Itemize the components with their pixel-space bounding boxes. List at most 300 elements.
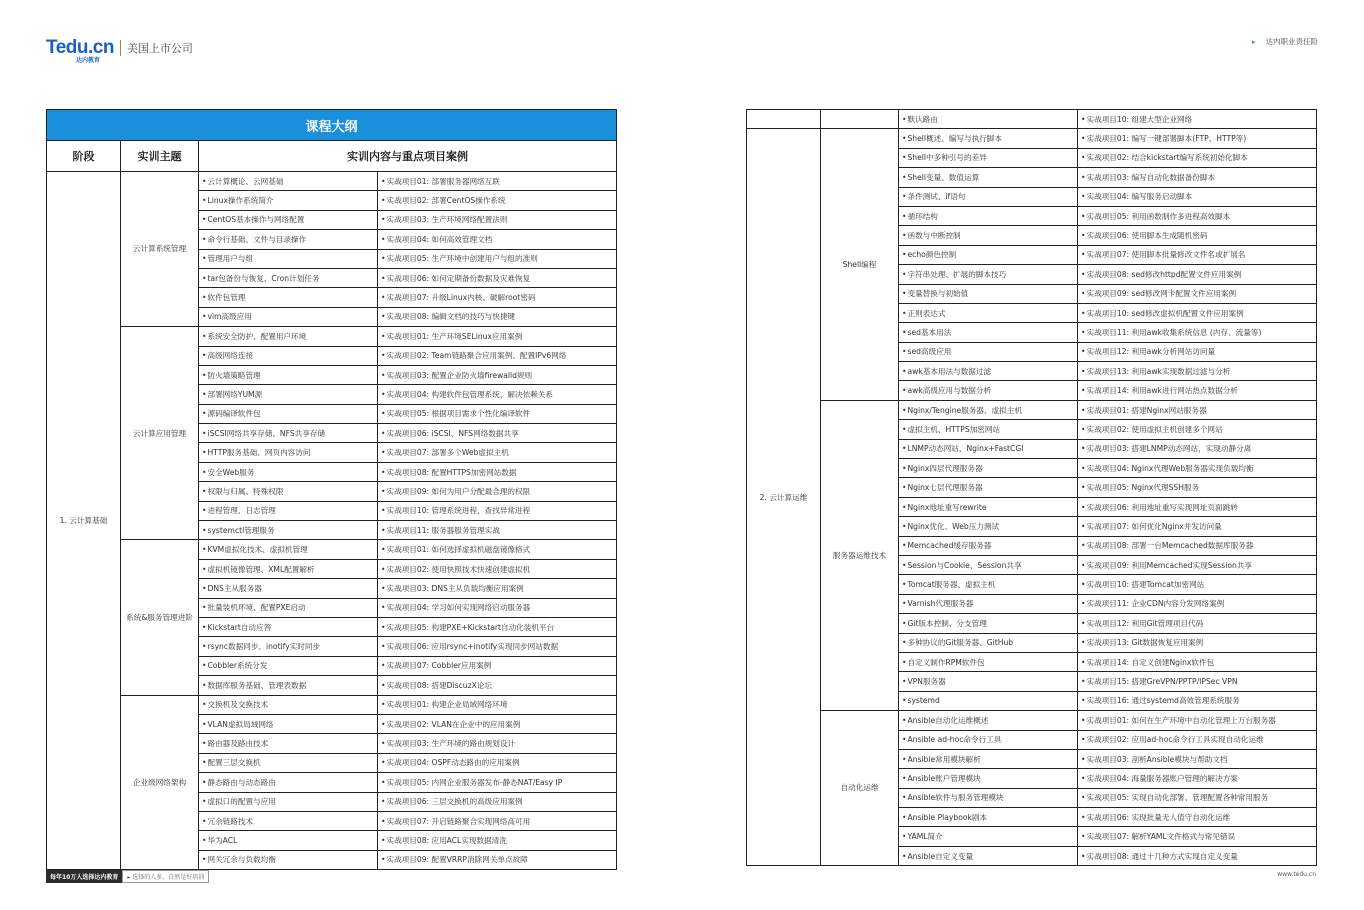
bullet-icon: • xyxy=(1081,134,1086,144)
bullet-icon: • xyxy=(1081,250,1086,260)
project-item xyxy=(378,443,617,462)
bullet-icon: • xyxy=(381,545,386,555)
bullet-icon: • xyxy=(202,545,207,555)
bullet-icon: • xyxy=(381,564,386,574)
content-item-text: Tomcat服务器、虚拟主机 xyxy=(907,580,996,590)
content-item xyxy=(899,555,1078,574)
project-item-text: 实战项目04: 海量服务器账户管理的解决方案 xyxy=(1086,773,1238,783)
bullet-icon: • xyxy=(1081,483,1086,493)
bullet-icon: • xyxy=(1081,677,1086,687)
content-item xyxy=(899,730,1078,749)
project-item-text: 实战项目03: 配置企业防火墙firewalld规则 xyxy=(386,370,533,380)
project-item xyxy=(1078,536,1317,555)
content-item xyxy=(899,614,1078,633)
content-item xyxy=(199,559,378,578)
project-item-text: 实战项目03: 编写自动化数据备份脚本 xyxy=(1086,172,1216,182)
bullet-icon: • xyxy=(1081,735,1086,745)
bullet-icon: • xyxy=(381,215,386,225)
content-item xyxy=(899,323,1078,342)
content-item xyxy=(199,288,378,307)
project-item-text: 实战项目03: 生产环境的路由规划设计 xyxy=(386,739,516,749)
project-item xyxy=(378,656,617,675)
project-item xyxy=(1078,633,1317,652)
bullet-icon: • xyxy=(902,114,907,124)
bullet-icon: • xyxy=(1081,754,1086,764)
bullet-icon: • xyxy=(902,231,907,241)
content-item-text: 安全Web服务 xyxy=(207,467,255,477)
topic-cell: 自动化运维 xyxy=(821,711,899,866)
content-item-text: 数据库服务基础、管理表数据 xyxy=(207,680,307,690)
bullet-icon: • xyxy=(202,273,207,283)
content-item xyxy=(199,191,378,210)
project-item xyxy=(378,850,617,869)
project-item-text: 实战项目06: 使用脚本生成随机密码 xyxy=(1086,231,1208,241)
bullet-icon: • xyxy=(381,719,386,729)
project-item xyxy=(1078,846,1317,865)
project-item-text: 实战项目02: Team链路聚合应用案例、配置IPv6网络 xyxy=(386,351,567,361)
content-item xyxy=(199,811,378,830)
bullet-icon: • xyxy=(1081,405,1086,415)
topic-cell: 系统&服务管理进阶 xyxy=(121,540,199,695)
content-item-text: KVM虚拟化技术、虚拟机管理 xyxy=(207,545,308,555)
bullet-icon: • xyxy=(902,580,907,590)
bullet-icon: • xyxy=(902,657,907,667)
bullet-icon: • xyxy=(381,758,386,768)
content-item xyxy=(199,268,378,287)
project-item-text: 实战项目11: 企业CDN内容分发网络案例 xyxy=(1086,599,1225,609)
content-item-text: iSCSI网络共享存储、NFS共享存储 xyxy=(207,428,326,438)
table-title: 课程大纲 xyxy=(47,110,617,141)
bullet-icon: • xyxy=(902,812,907,822)
project-item-text: 实战项目15: 搭建GreVPN/PPTP/IPSec VPN xyxy=(1086,677,1238,687)
content-item xyxy=(199,424,378,443)
content-item xyxy=(899,536,1078,555)
bullet-icon: • xyxy=(1081,599,1086,609)
content-item-text: Session与Cookie、Session共享 xyxy=(907,560,1022,570)
topic-cell: 服务器运维技术 xyxy=(821,400,899,710)
project-item xyxy=(1078,711,1317,730)
bullet-icon: • xyxy=(202,855,207,865)
content-item xyxy=(199,307,378,326)
content-item xyxy=(899,245,1078,264)
content-item-text: 华为ACL xyxy=(207,835,238,845)
content-item xyxy=(899,187,1078,206)
bullet-icon: • xyxy=(202,777,207,787)
content-item-text: 命令行基础、文件与目录操作 xyxy=(207,234,307,244)
bullet-icon: • xyxy=(1081,327,1086,337)
bullet-icon: • xyxy=(202,525,207,535)
bullet-icon: • xyxy=(202,409,207,419)
content-item-text: 函数与中断控制 xyxy=(907,231,961,241)
tedu-logo xyxy=(46,37,193,64)
content-item-text: Nginx地址重写rewrite xyxy=(907,502,987,512)
project-item-text: 实战项目10: 搭建Tomcat加密网站 xyxy=(1086,580,1205,590)
project-item-text: 实战项目06: 利用地址重写实现网址页面跳转 xyxy=(1086,502,1238,512)
project-item-text: 实战项目04: 构建软件包管理系统，解决依赖关系 xyxy=(386,389,553,399)
bullet-icon: • xyxy=(381,739,386,749)
content-item-text: 虚拟主机、HTTPS加密网站 xyxy=(907,424,1001,434)
content-item xyxy=(899,226,1078,245)
footer-slogan-text: ▸ 选择的人多，自然是好培训 xyxy=(122,870,209,883)
bullet-icon: • xyxy=(202,254,207,264)
project-item xyxy=(378,792,617,811)
project-item xyxy=(1078,594,1317,613)
content-item xyxy=(199,831,378,850)
content-item-text: CentOS基本操作与网络配置 xyxy=(207,215,305,225)
content-item xyxy=(199,792,378,811)
topic-cell: 云计算系统管理 xyxy=(121,172,199,327)
footer-slogan-label: 选择的人多，自然是好培训 xyxy=(132,874,205,881)
project-item-text: 实战项目06: 如何定期备份数据及灾难恢复 xyxy=(386,273,531,283)
project-item-text: 实战项目02: 应用ad-hoc命令行工具实现自动化运维 xyxy=(1086,735,1264,745)
bullet-icon: • xyxy=(1081,618,1086,628)
bullet-icon: • xyxy=(902,773,907,783)
content-item xyxy=(199,249,378,268)
content-item-text: 路由器及路由技术 xyxy=(207,739,269,749)
project-item-text: 实战项目05: 内网企业服务器发布-静态NAT/Easy IP xyxy=(386,777,563,787)
project-item xyxy=(378,424,617,443)
bullet-icon: • xyxy=(381,234,386,244)
project-item xyxy=(378,210,617,229)
bullet-icon: • xyxy=(1081,657,1086,667)
content-item-text: 高级网络连接 xyxy=(207,351,254,361)
bullet-icon: • xyxy=(1081,502,1086,512)
project-item-text: 实战项目03: 生产环境网络配置法则 xyxy=(386,215,508,225)
bullet-icon: • xyxy=(902,153,907,163)
bullet-icon: • xyxy=(1081,638,1086,648)
bullet-icon: • xyxy=(902,327,907,337)
bullet-icon: • xyxy=(381,797,386,807)
content-item-text: tar包备份与恢复、Cron计划任务 xyxy=(207,273,320,283)
content-item-text: 交换机及交换技术 xyxy=(207,700,269,710)
project-item-text: 实战项目08: 搭建DiscuzX论坛 xyxy=(386,680,492,690)
project-item-text: 实战项目01: 搭建Nginx网站服务器 xyxy=(1086,405,1207,415)
bullet-icon: • xyxy=(202,428,207,438)
bullet-icon: • xyxy=(1081,172,1086,182)
content-item-text: Ansible自动化运维概述 xyxy=(907,715,989,725)
content-item-text: Linux操作系统简介 xyxy=(207,196,274,206)
project-item xyxy=(1078,168,1317,187)
bullet-icon: • xyxy=(902,638,907,648)
project-item xyxy=(378,288,617,307)
project-item-text: 实战项目02: 结合kickstart编写系统初始化脚本 xyxy=(1086,153,1248,163)
project-item-text: 实战项目02: 使用虚拟主机创建多个网站 xyxy=(1086,424,1223,434)
bullet-icon: • xyxy=(202,583,207,593)
bullet-icon: • xyxy=(1081,851,1086,861)
project-item-text: 实战项目01: 部署服务器网络互联 xyxy=(386,176,500,186)
project-item-text: 实战项目08: 应用ACL实现数据清洗 xyxy=(386,835,507,845)
project-item xyxy=(1078,808,1317,827)
project-item xyxy=(378,753,617,772)
content-item-text: 正则表达式 xyxy=(907,308,946,318)
project-item xyxy=(378,811,617,830)
project-item-text: 实战项目07: 部署多个Web虚拟主机 xyxy=(386,448,509,458)
content-item xyxy=(899,575,1078,594)
project-item-text: 实战项目12: 利用awk分析网站访问量 xyxy=(1086,347,1216,357)
project-item-text: 实战项目06: 实现批量无人值守自动化运维 xyxy=(1086,812,1231,822)
content-item xyxy=(899,362,1078,381)
bullet-icon: • xyxy=(381,486,386,496)
col-topic: 实训主题 xyxy=(121,141,199,172)
bullet-icon: • xyxy=(202,700,207,710)
project-item-text: 实战项目03: 剖析Ansible模块与帮助文档 xyxy=(1086,754,1228,764)
bullet-icon: • xyxy=(381,370,386,380)
content-item xyxy=(899,827,1078,846)
bullet-icon: • xyxy=(1081,308,1086,318)
content-item-text: 软件包管理 xyxy=(207,293,246,303)
bullet-icon: • xyxy=(1081,269,1086,279)
bullet-icon: • xyxy=(202,603,207,613)
project-item xyxy=(1078,691,1317,710)
logo-text: Tedu.cn xyxy=(46,37,114,58)
bullet-icon: • xyxy=(202,758,207,768)
bullet-icon: • xyxy=(902,521,907,531)
content-item xyxy=(199,695,378,714)
bullet-icon: • xyxy=(202,486,207,496)
content-item xyxy=(199,365,378,384)
content-item-text: 多种协议的Git服务器、GitHub xyxy=(907,638,1014,648)
bullet-icon: • xyxy=(381,777,386,787)
content-item xyxy=(899,497,1078,516)
content-item xyxy=(199,734,378,753)
content-item-text: Git版本控制、分支管理 xyxy=(907,618,987,628)
content-item-text: sed基本用法 xyxy=(907,327,952,337)
empty-cell xyxy=(821,110,899,129)
project-item-text: 实战项目08: 配置HTTPS加密网站数据 xyxy=(386,467,517,477)
bullet-icon: • xyxy=(902,211,907,221)
content-item-text: 权限与归属、特殊权限 xyxy=(207,486,284,496)
content-item-text: 部署网络YUM源 xyxy=(207,389,263,399)
content-item xyxy=(199,617,378,636)
project-item xyxy=(1078,614,1317,633)
project-item-text: 实战项目02: VLAN在企业中的应用案例 xyxy=(386,719,521,729)
bullet-icon: • xyxy=(381,583,386,593)
project-item-text: 实战项目01: 如何选择虚拟机磁盘镜像格式 xyxy=(386,545,531,555)
project-item xyxy=(1078,362,1317,381)
bullet-icon: • xyxy=(381,389,386,399)
logo-divider xyxy=(120,40,121,56)
bullet-icon: • xyxy=(1081,463,1086,473)
table-row xyxy=(747,110,1317,129)
bullet-icon: • xyxy=(202,797,207,807)
bullet-icon: • xyxy=(381,428,386,438)
project-item-text: 实战项目01: 编写一键部署脚本(FTP、HTTP等) xyxy=(1086,134,1247,144)
project-item xyxy=(378,695,617,714)
content-item-text: 配置三层交换机 xyxy=(207,758,261,768)
project-item xyxy=(378,365,617,384)
project-item xyxy=(1078,769,1317,788)
stage-cell: 2. 云计算运维 xyxy=(747,129,821,866)
bullet-icon: • xyxy=(902,735,907,745)
project-item-text: 实战项目14: 自定义创建Nginx软件包 xyxy=(1086,657,1215,667)
bullet-icon: • xyxy=(202,680,207,690)
bullet-icon: • xyxy=(902,192,907,202)
bullet-icon: • xyxy=(381,196,386,206)
project-item-text: 实战项目04: 学习如何实现网络启动服务器 xyxy=(386,603,531,613)
bullet-icon: • xyxy=(202,642,207,652)
project-item xyxy=(1078,459,1317,478)
bullet-icon: • xyxy=(902,289,907,299)
content-item xyxy=(899,691,1078,710)
project-item-text: 实战项目09: sed修改网卡配置文件应用案例 xyxy=(1086,289,1237,299)
project-item xyxy=(1078,788,1317,807)
project-item xyxy=(1078,284,1317,303)
bullet-icon: • xyxy=(1081,696,1086,706)
content-item xyxy=(899,110,1078,129)
empty-cell xyxy=(747,110,821,129)
bullet-icon: • xyxy=(1081,386,1086,396)
bullet-icon: • xyxy=(902,696,907,706)
project-item-text: 实战项目02: 使用快照技术快速创建虚拟机 xyxy=(386,564,531,574)
bullet-icon: • xyxy=(202,448,207,458)
project-item-text: 实战项目05: 生产环境中创建用户与组的准则 xyxy=(386,254,538,264)
table-row xyxy=(47,695,617,714)
project-item-text: 实战项目04: Nginx代理Web服务器实现负载均衡 xyxy=(1086,463,1254,473)
bullet-icon: • xyxy=(381,525,386,535)
content-item xyxy=(199,656,378,675)
content-item-text: Ansible常用模块解析 xyxy=(907,754,981,764)
content-item xyxy=(199,773,378,792)
content-item-text: systemd xyxy=(907,696,940,706)
bullet-icon: • xyxy=(1081,560,1086,570)
footer-url: www.tedu.cn xyxy=(1277,871,1316,878)
project-item-text: 实战项目05: 构建PXE+Kickstart自动化装机平台 xyxy=(386,622,555,632)
bullet-icon: • xyxy=(381,467,386,477)
project-item xyxy=(1078,497,1317,516)
bullet-icon: • xyxy=(1081,444,1086,454)
bullet-icon: • xyxy=(202,351,207,361)
bullet-icon: • xyxy=(902,405,907,415)
project-item-text: 实战项目12: 利用Git管理项目代码 xyxy=(1086,618,1204,628)
bullet-icon: • xyxy=(381,176,386,186)
bullet-icon: • xyxy=(902,599,907,609)
bullet-icon: • xyxy=(902,463,907,473)
bullet-icon: • xyxy=(902,424,907,434)
content-item xyxy=(199,521,378,540)
project-item xyxy=(378,521,617,540)
content-item-text: echo颜色控制 xyxy=(907,250,957,260)
project-item xyxy=(1078,342,1317,361)
bullet-icon: • xyxy=(1081,192,1086,202)
footer-badge: 每年10万人选择达内教育 xyxy=(46,870,122,883)
project-item xyxy=(378,404,617,423)
content-item-text: 条件测试、if语句 xyxy=(907,192,966,202)
content-item xyxy=(199,482,378,501)
bullet-icon: • xyxy=(902,250,907,260)
content-item xyxy=(199,676,378,695)
content-item-text: awk基本用法与数据过滤 xyxy=(907,366,992,376)
bullet-icon: • xyxy=(381,254,386,264)
project-item xyxy=(378,831,617,850)
content-item xyxy=(899,284,1078,303)
content-item-text: 默认路由 xyxy=(907,114,938,124)
project-item-text: 实战项目04: 编写服务启动脚本 xyxy=(1086,192,1193,202)
project-item xyxy=(378,191,617,210)
project-item-text: 实战项目05: 根据项目需求个性化编译软件 xyxy=(386,409,531,419)
project-item xyxy=(378,249,617,268)
bullet-icon: • xyxy=(381,661,386,671)
bullet-icon: • xyxy=(381,351,386,361)
footer-slogan xyxy=(46,870,209,883)
project-item-text: 实战项目08: sed修改httpd配置文件应用案例 xyxy=(1086,269,1242,279)
bullet-icon: • xyxy=(1081,424,1086,434)
content-item xyxy=(199,540,378,559)
content-item xyxy=(899,749,1078,768)
content-item-text: HTTP服务基础、网页内容访问 xyxy=(207,448,311,458)
stage-cell: 1. 云计算基础 xyxy=(47,172,121,870)
content-item xyxy=(899,148,1078,167)
project-item xyxy=(1078,517,1317,536)
project-item-text: 实战项目03: 搭建LNMP动态网站，实现动静分离 xyxy=(1086,444,1252,454)
content-item xyxy=(899,517,1078,536)
project-item xyxy=(1078,381,1317,400)
content-item-text: 源码编译软件包 xyxy=(207,409,261,419)
project-item-text: 实战项目11: 利用awk收集系统信息 (内存、流量等) xyxy=(1086,327,1262,337)
content-item-text: 冗余链路技术 xyxy=(207,816,254,826)
content-item-text: DNS主从服务器 xyxy=(207,583,262,593)
bullet-icon: • xyxy=(202,293,207,303)
bullet-icon: • xyxy=(1081,812,1086,822)
bullet-icon: • xyxy=(202,196,207,206)
content-item-text: Ansible自定义变量 xyxy=(907,851,974,861)
project-item xyxy=(1078,226,1317,245)
content-item xyxy=(899,439,1078,458)
content-item-text: 进程管理、日志管理 xyxy=(207,506,276,516)
right-outline-table xyxy=(746,109,1317,866)
project-item-text: 实战项目13: Git数据恢复应用案例 xyxy=(1086,638,1204,648)
content-item-text: 批量装机环境、配置PXE启动 xyxy=(207,603,306,613)
content-item-text: sed高级应用 xyxy=(907,347,952,357)
content-item xyxy=(199,850,378,869)
project-item xyxy=(1078,652,1317,671)
content-item xyxy=(199,462,378,481)
project-item-text: 实战项目06: 三层交换机的高级应用案例 xyxy=(386,797,523,807)
content-item xyxy=(899,381,1078,400)
content-item-text: 字符串处理、扩展的脚本技巧 xyxy=(907,269,1007,279)
content-item xyxy=(199,714,378,733)
project-item-text: 实战项目01: 生产环境SELinux应用案例 xyxy=(386,331,523,341)
project-item xyxy=(1078,148,1317,167)
content-item xyxy=(199,404,378,423)
project-item xyxy=(378,172,617,191)
bullet-icon: • xyxy=(902,677,907,687)
content-item xyxy=(899,808,1078,827)
bullet-icon: • xyxy=(202,215,207,225)
content-item-text: Kickstart自动应答 xyxy=(207,622,272,632)
content-item-text: 虚拟机镜像管理、XML配置解析 xyxy=(207,564,315,574)
content-item xyxy=(199,230,378,249)
project-item xyxy=(1078,555,1317,574)
content-item xyxy=(199,637,378,656)
project-item xyxy=(1078,323,1317,342)
content-item-text: Shell中多种引号的差异 xyxy=(907,153,987,163)
col-stage: 阶段 xyxy=(47,141,121,172)
project-item xyxy=(1078,478,1317,497)
bullet-icon: • xyxy=(902,832,907,842)
content-item xyxy=(199,579,378,598)
content-item-text: awk高级应用与数据分析 xyxy=(907,386,992,396)
bullet-icon: • xyxy=(902,483,907,493)
content-item xyxy=(899,594,1078,613)
bullet-icon: • xyxy=(381,273,386,283)
content-item-text: 防火墙策略管理 xyxy=(207,370,261,380)
bullet-icon: • xyxy=(1081,366,1086,376)
bullet-icon: • xyxy=(1081,541,1086,551)
bullet-icon: • xyxy=(202,234,207,244)
content-item xyxy=(199,598,378,617)
bullet-icon: • xyxy=(1081,211,1086,221)
bullet-icon: • xyxy=(381,331,386,341)
